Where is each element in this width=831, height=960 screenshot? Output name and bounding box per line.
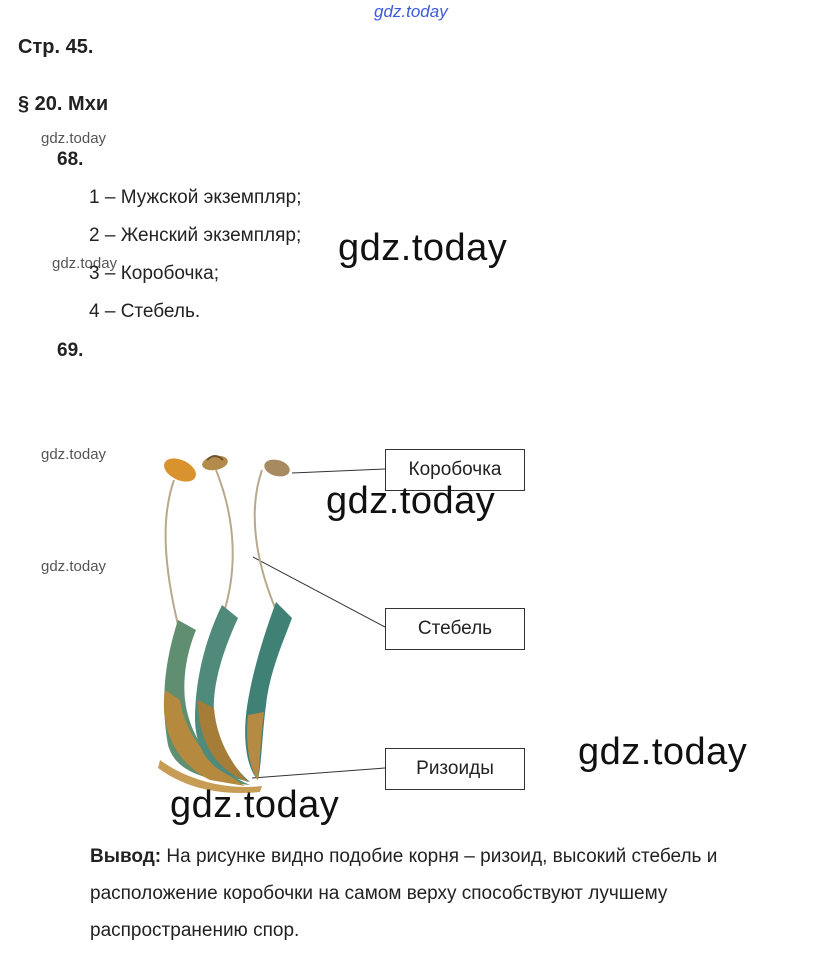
label-stem: Стебель (385, 608, 525, 650)
label-rhizoids: Ризоиды (385, 748, 525, 790)
watermark-top: gdz.today (374, 2, 448, 21)
task-69-number: 69. (57, 340, 84, 361)
watermark-large: gdz.today (170, 784, 340, 826)
label-capsule: Коробочка (385, 449, 525, 491)
watermark-large: gdz.today (326, 480, 496, 522)
conclusion-paragraph (90, 838, 826, 949)
watermark-small: gdz.today (41, 130, 107, 147)
list-item: 3 – Коробочка; (89, 263, 219, 284)
task-68-number: 68. (57, 149, 84, 170)
moss-stalks (166, 470, 276, 625)
conclusion-lead: Вывод: (90, 846, 162, 867)
page-reference: Стр. 45. (18, 36, 94, 58)
list-item: 4 – Стебель. (89, 301, 201, 322)
watermark-large: gdz.today (338, 227, 508, 269)
capsule-leader-line (292, 469, 385, 473)
watermark-small: gdz.today (52, 255, 118, 272)
list-item: 1 – Мужской экземпляр; (89, 187, 302, 208)
rhizoids-leader-line (252, 768, 385, 778)
list-item: 2 – Женский экземпляр; (89, 225, 302, 246)
watermark-large: gdz.today (578, 731, 748, 773)
section-title: § 20. Мхи (18, 93, 109, 115)
watermark-small: gdz.today (41, 446, 107, 463)
moss-capsules (160, 454, 291, 486)
moss-leafy-shoots (158, 602, 292, 793)
watermark-small: gdz.today (41, 558, 107, 575)
conclusion-text: На рисунке видно подобие корня – ризоид, высокий стебель и расположение коробочки на самом верху способствуют лучшему распространению спор. (90, 846, 718, 941)
